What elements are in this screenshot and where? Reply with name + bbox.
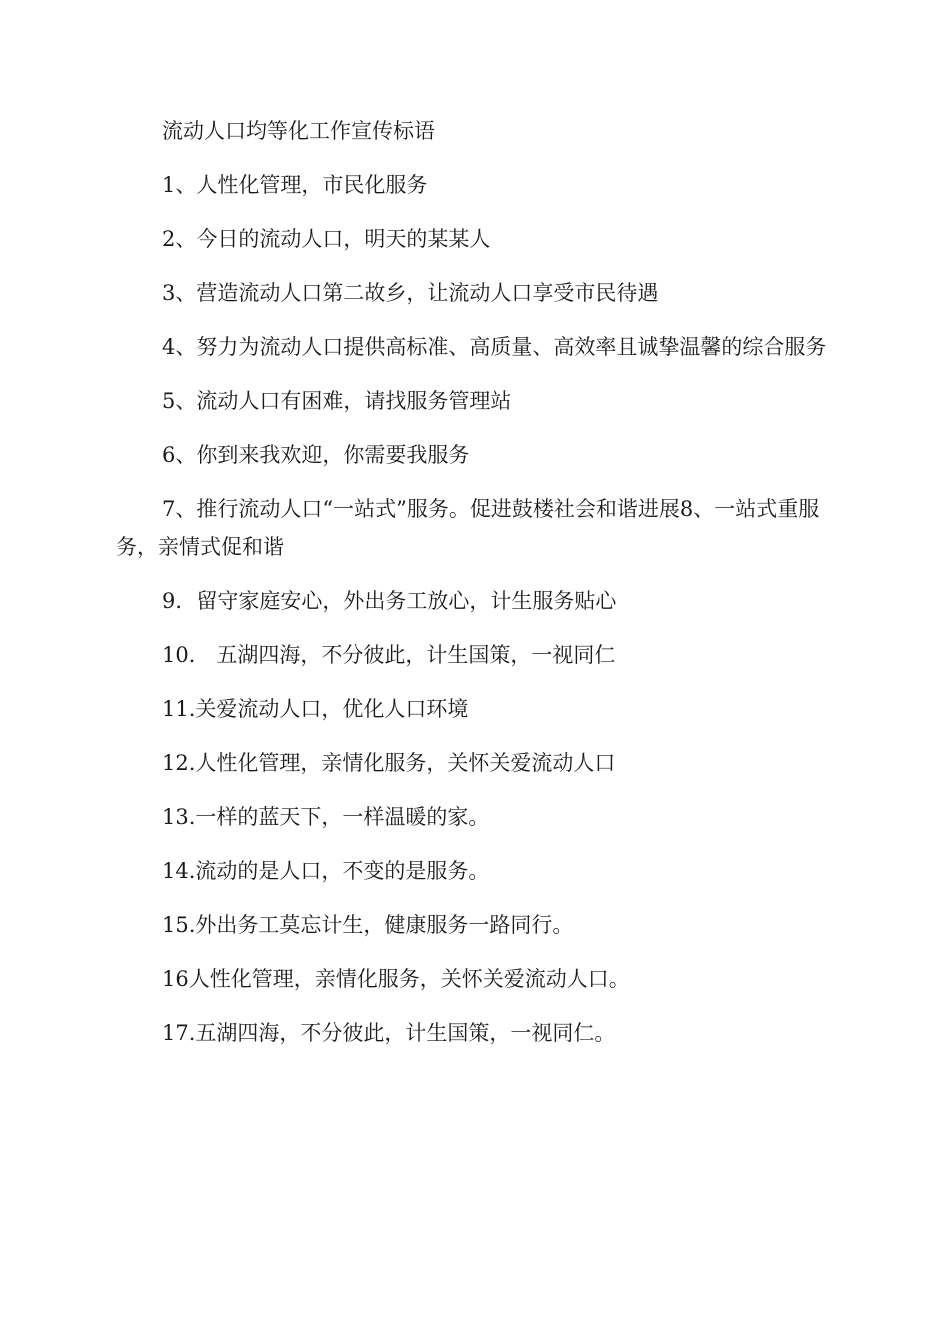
slogan-item: 3、营造流动人口第二故乡，让流动人口享受市民待遇 — [162, 281, 659, 305]
document-title: 流动人口均等化工作宣传标语 — [162, 119, 435, 143]
slogan-item: 9．留守家庭安心，外出务工放心，计生服务贴心 — [162, 589, 617, 613]
slogan-item: 6、你到来我欢迎，你需要我服务 — [162, 443, 470, 467]
slogan-item: 14.流动的是人口，不变的是服务。 — [162, 859, 490, 883]
slogan-item: 11.关爱流动人口，优化人口环境 — [162, 697, 469, 721]
slogan-item: 5、流动人口有困难，请找服务管理站 — [162, 389, 512, 413]
slogan-item: 7、推行流动人口“一站式”服务。促进鼓楼社会和谐进展8、一站式重服务，亲情式促和谐 — [116, 497, 820, 559]
slogan-item: 1、人性化管理，市民化服务 — [162, 173, 428, 197]
slogan-item: 4、努力为流动人口提供高标准、高质量、高效率且诚挚温馨的综合服务 — [162, 335, 827, 359]
slogan-item: 2、今日的流动人口，明天的某某人 — [162, 227, 491, 251]
slogan-item: 13.一样的蓝天下，一样温暖的家。 — [162, 805, 490, 829]
slogan-item: 16人性化管理，亲情化服务，关怀关爱流动人口。 — [162, 967, 630, 991]
slogan-item: 15.外出务工莫忘计生，健康服务一路同行。 — [162, 913, 574, 937]
document-body — [116, 112, 830, 1068]
slogan-item: 10． 五湖四海，不分彼此，计生国策，一视同仁 — [162, 643, 616, 667]
slogan-item: 12.人性化管理，亲情化服务，关怀关爱流动人口 — [162, 751, 616, 775]
slogan-item: 17.五湖四海，不分彼此，计生国策，一视同仁。 — [162, 1021, 616, 1045]
